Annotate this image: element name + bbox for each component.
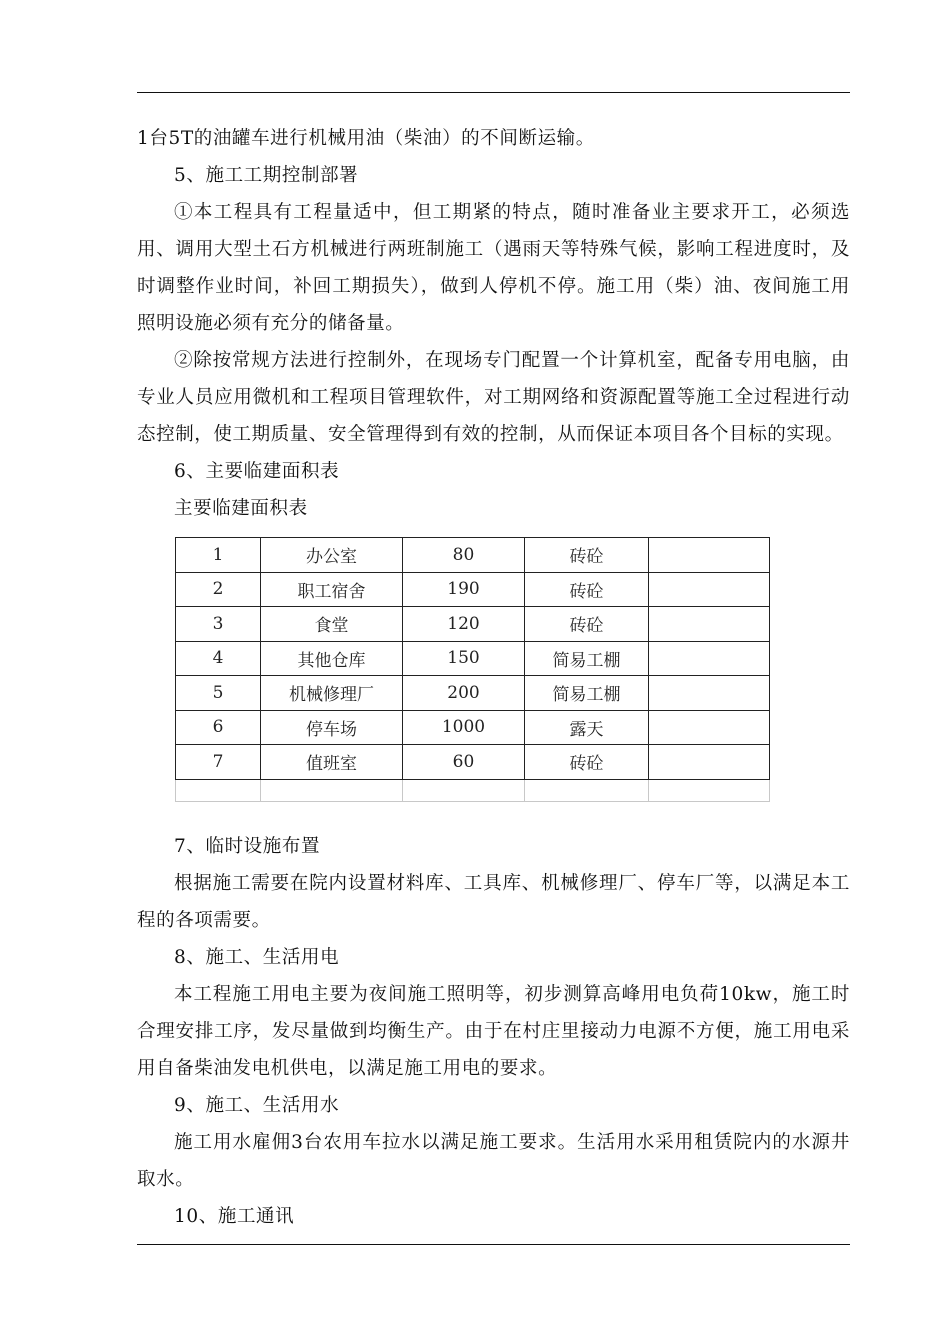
table-row [176,641,770,676]
paragraph: 5、施工工期控制部署 [174,165,359,186]
area-cell: 200 [403,676,525,711]
area-cell: 1000 [403,710,525,745]
structure-cell: 露天 [525,710,649,745]
remark-cell [649,538,770,573]
header-rule [137,92,850,93]
paragraph: 主要临建面积表 [174,498,308,519]
empty-cell [176,779,261,801]
remark-cell [649,572,770,607]
paragraph: ①本工程具有工程量适中，但工期紧的特点，随时准备业主要求开工，必须选用、调用大型土石方机械进行两班制施工（遇雨天等特殊气候，影响工程进度时，及时调整作业时间，补回工期损失），做到人停机不停。施工用（柴）油、夜间施工用照明设施必须有充分的储备量。 [137,202,850,334]
table-row-empty [176,779,770,801]
facility-name-cell: 职工宿舍 [261,572,403,607]
row-number-cell: 5 [176,676,261,711]
area-cell: 190 [403,572,525,607]
table-row [176,572,770,607]
paragraph: 施工用水雇佣3台农用车拉水以满足施工要求。生活用水采用租赁院内的水源井取水。 [137,1131,850,1190]
paragraphs-bottom [137,828,850,1235]
facility-name-cell: 办公室 [261,538,403,573]
remark-cell [649,676,770,711]
facility-name-cell: 其他仓库 [261,641,403,676]
empty-cell [261,779,403,801]
remark-cell [649,710,770,745]
paragraph: ②除按常规方法进行控制外，在现场专门配置一个计算机室，配备专用电脑，由专业人员应用微机和工程项目管理软件，对工期网络和资源配置等施工全过程进行动态控制，使工期质量、安全管理得到有效的控制，从而保证本项目各个目标的实现。 [137,350,850,445]
structure-cell: 砖砼 [525,607,649,642]
row-number-cell: 6 [176,710,261,745]
document-body [137,120,850,1235]
remark-cell [649,607,770,642]
empty-cell [649,779,770,801]
table-row [176,676,770,711]
empty-cell [525,779,649,801]
area-cell: 150 [403,641,525,676]
paragraph: 1台5T的油罐车进行机械用油（柴油）的不间断运输。 [137,128,595,149]
facility-name-cell: 食堂 [261,607,403,642]
row-number-cell: 7 [176,745,261,780]
empty-cell [403,779,525,801]
area-cell: 60 [403,745,525,780]
paragraph: 7、临时设施布置 [174,835,321,857]
table-row [176,710,770,745]
structure-cell: 砖砼 [525,538,649,573]
footer-rule [137,1244,850,1245]
facility-name-cell: 机械修理厂 [261,676,403,711]
table-row [176,745,770,780]
paragraph: 根据施工需要在院内设置材料库、工具库、机械修理厂、停车厂等，以满足本工程的各项需要。 [137,872,850,931]
remark-cell [649,641,770,676]
area-cell: 120 [403,607,525,642]
temporary-building-area-table [175,537,770,802]
paragraph: 10、施工通讯 [174,1205,295,1227]
row-number-cell: 4 [176,641,261,676]
paragraph: 8、施工、生活用电 [174,946,340,968]
paragraph: 6、主要临建面积表 [174,461,340,482]
structure-cell: 砖砼 [525,572,649,607]
paragraphs-top [137,120,850,527]
structure-cell: 简易工棚 [525,641,649,676]
structure-cell: 简易工棚 [525,676,649,711]
table-row [176,538,770,573]
row-number-cell: 1 [176,538,261,573]
table-row [176,607,770,642]
remark-cell [649,745,770,780]
row-number-cell: 3 [176,607,261,642]
structure-cell: 砖砼 [525,745,649,780]
facility-name-cell: 停车场 [261,710,403,745]
paragraph: 本工程施工用电主要为夜间施工照明等，初步测算高峰用电负荷10kw，施工时合理安排工序，发尽量做到均衡生产。由于在村庄里接动力电源不方便，施工用电采用自备柴油发电机供电，以满足施工用电的要求。 [137,983,850,1079]
area-cell: 80 [403,538,525,573]
facility-name-cell: 值班室 [261,745,403,780]
row-number-cell: 2 [176,572,261,607]
paragraph: 9、施工、生活用水 [174,1094,340,1116]
